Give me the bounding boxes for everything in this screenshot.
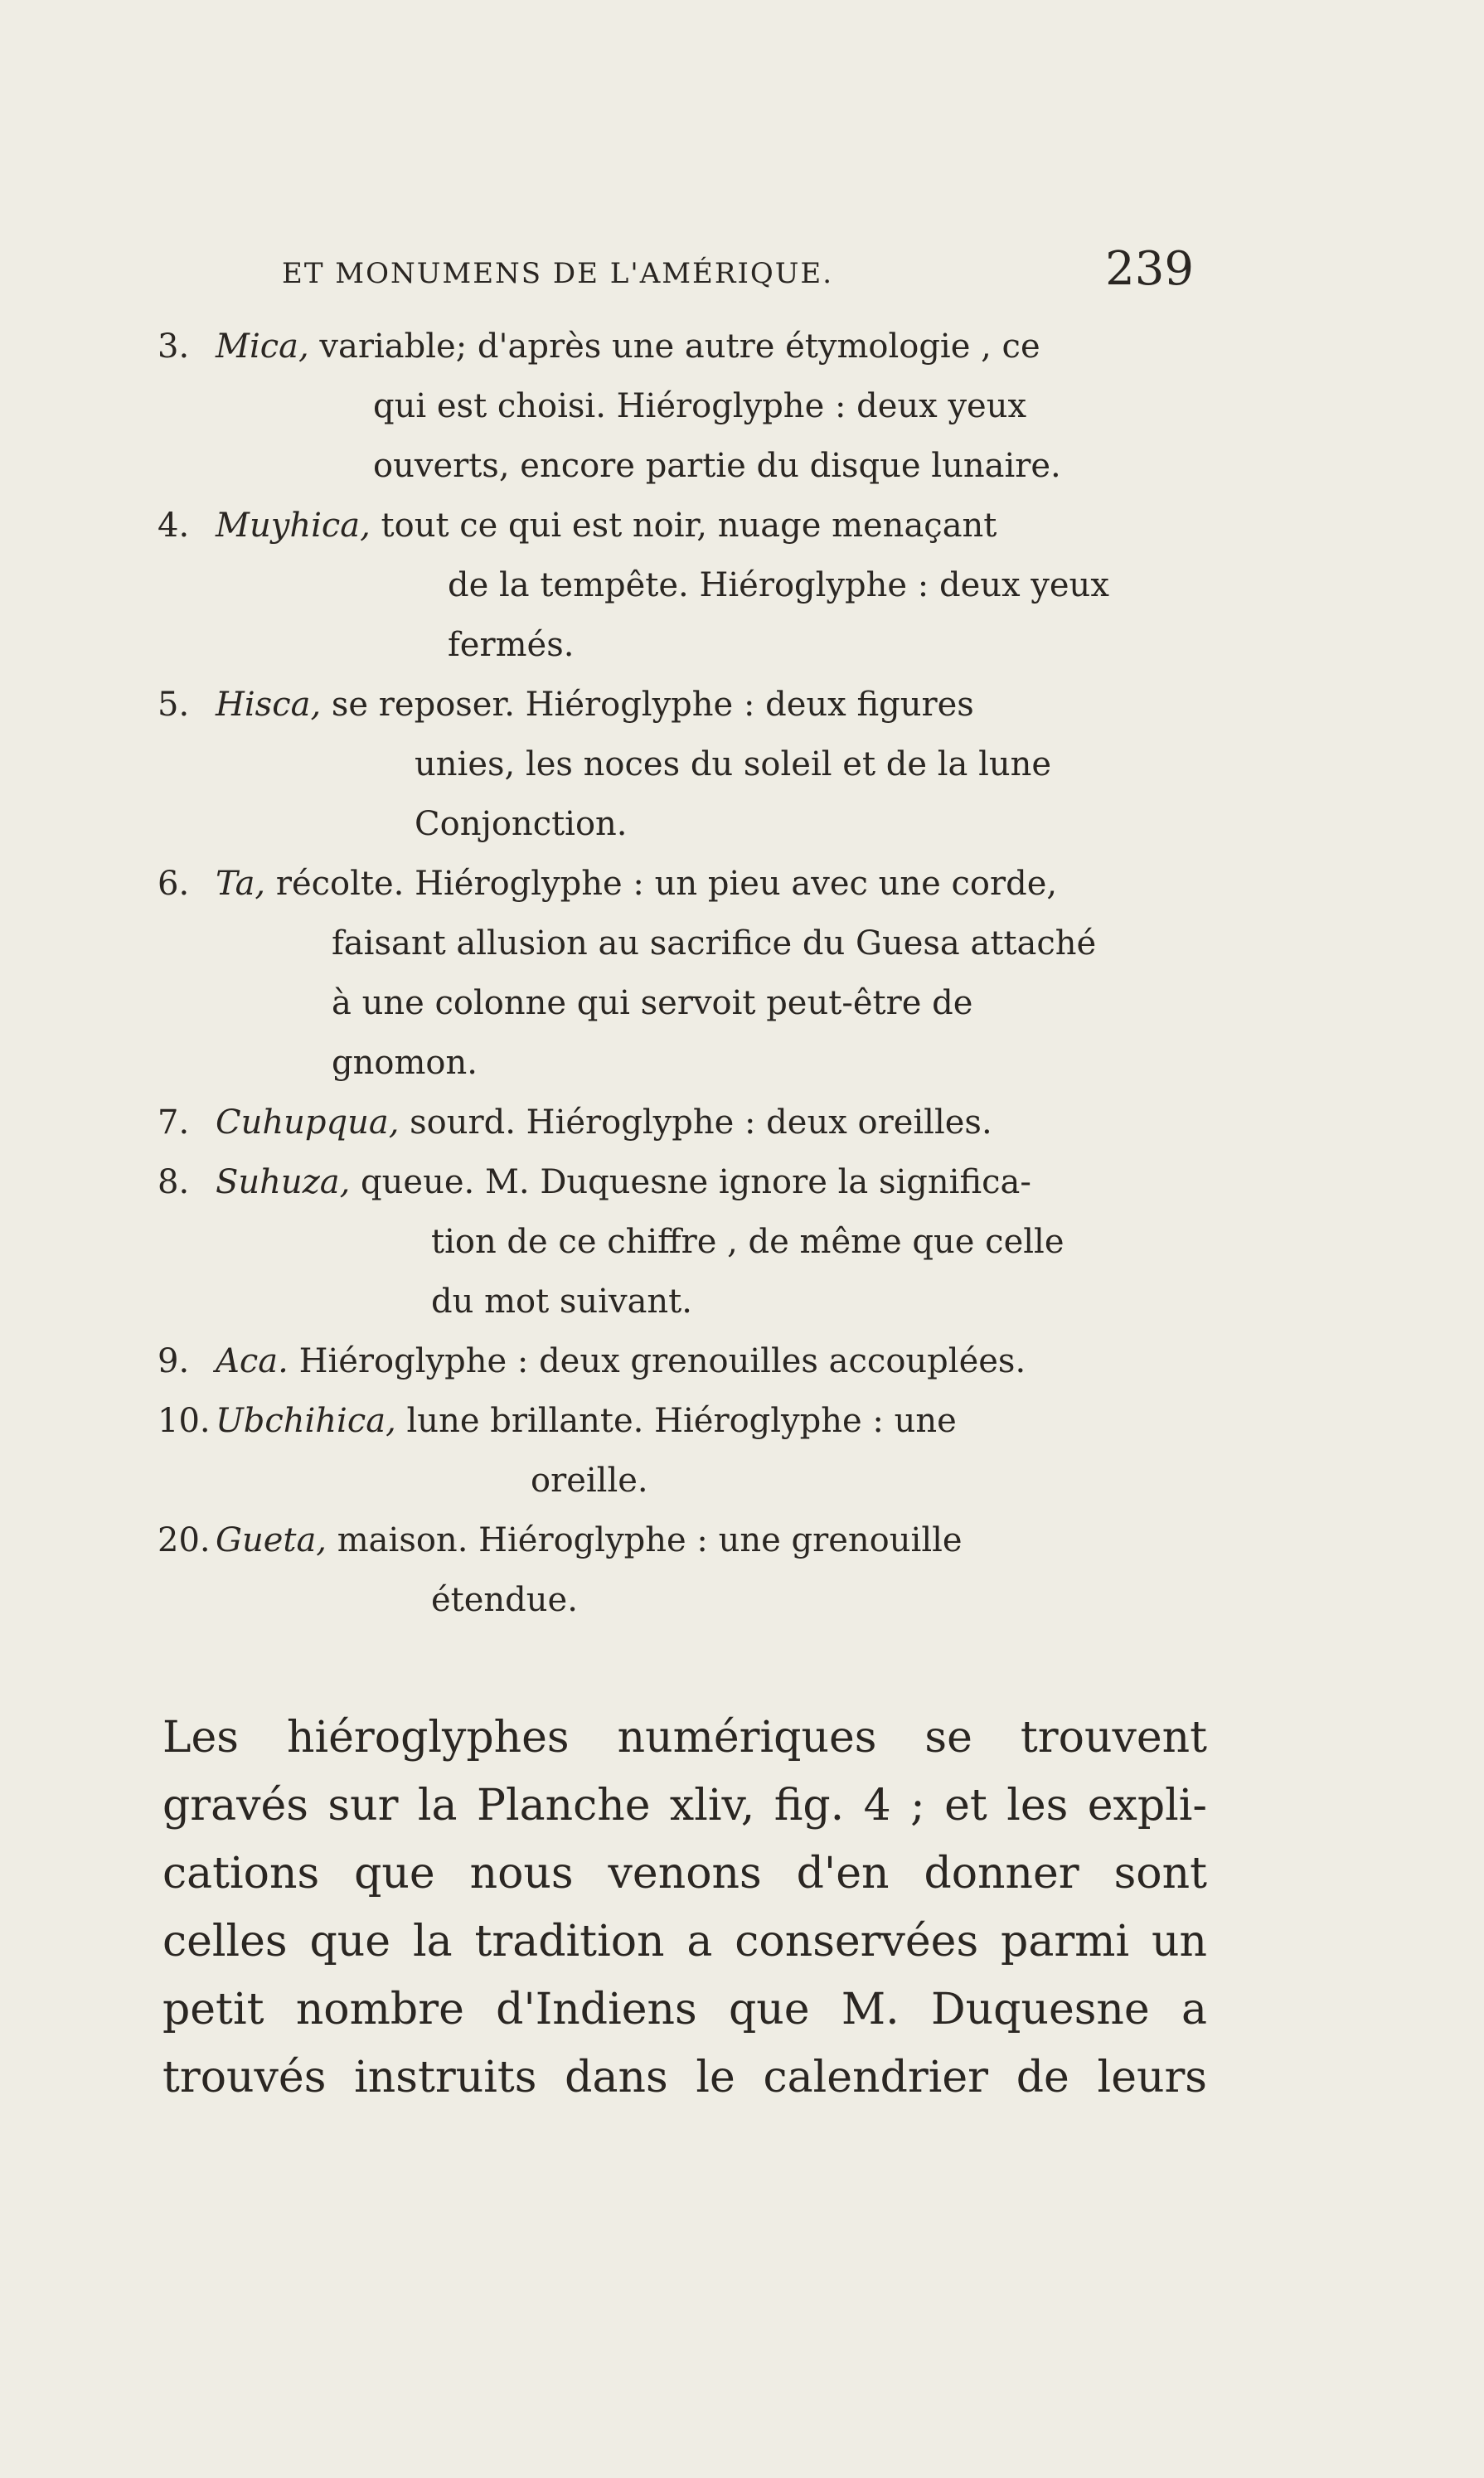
paragraph-line: gravés sur la Planche xliv, fig. 4 ; et les expli- — [162, 1781, 1207, 1831]
entry-line — [158, 1391, 1194, 1451]
entry-line: oreille. — [531, 1462, 648, 1500]
entry-text: queue. M. Duquesne ignore la significa- — [350, 1163, 1031, 1201]
list-item — [158, 1152, 1194, 1331]
entry-line — [158, 1093, 1194, 1152]
paragraph-line: petit nombre d'Indiens que M. Duquesne a — [162, 1985, 1207, 2034]
hieroglyph-number-list — [158, 317, 1194, 1630]
entry-line: à une colonne qui servoit peut-être de — [332, 984, 973, 1022]
entry-term: Gueta, — [216, 1521, 327, 1559]
list-item — [158, 1391, 1194, 1511]
list-item — [158, 1093, 1194, 1152]
entry-line: étendue. — [431, 1581, 578, 1619]
entry-term: Muyhica, — [216, 507, 371, 545]
entry-number: 9. — [158, 1342, 190, 1380]
list-item — [158, 496, 1194, 675]
body-paragraph — [162, 1704, 1207, 2112]
entry-text: récolte. Hiéroglyphe : un pieu avec une corde, — [265, 865, 1058, 903]
entry-line — [158, 1152, 1194, 1212]
page-header — [282, 242, 1194, 300]
entry-term: Ta, — [216, 865, 266, 903]
entry-number: 5. — [158, 686, 190, 724]
entry-line: gnomon. — [332, 1044, 478, 1082]
entry-number: 4. — [158, 507, 190, 545]
entry-line: du mot suivant. — [431, 1283, 692, 1321]
entry-term: Mica, — [216, 327, 309, 366]
entry-text: variable; d'après une autre étymologie , ce — [308, 327, 1040, 366]
list-item — [158, 675, 1194, 854]
entry-line: de la tempête. Hiéroglyphe : deux yeux — [448, 566, 1109, 604]
entry-line: unies, les noces du soleil et de la lune — [415, 745, 1052, 783]
entry-line — [158, 317, 1194, 376]
list-item — [158, 317, 1194, 496]
entry-line: ouverts, encore partie du disque lunaire. — [373, 447, 1061, 485]
entry-term: Aca. — [216, 1342, 289, 1380]
entry-text: sourd. Hiéroglyphe : deux oreilles. — [399, 1103, 992, 1142]
entry-number: 3. — [158, 327, 190, 366]
entry-line: qui est choisi. Hiéroglyphe : deux yeux — [373, 387, 1027, 425]
list-item — [158, 1511, 1194, 1630]
entry-number: 20. — [158, 1521, 211, 1559]
running-head: ET MONUMENS DE L'AMÉRIQUE. — [282, 257, 834, 290]
entry-line: faisant allusion au sacrifice du Guesa attaché — [332, 924, 1097, 963]
page-number: 239 — [1105, 242, 1194, 296]
entry-number: 10. — [158, 1402, 211, 1440]
entry-line — [158, 496, 1194, 555]
entry-term: Ubchihica, — [216, 1402, 396, 1440]
entry-line: fermés. — [448, 626, 575, 664]
entry-text: maison. Hiéroglyphe : une grenouille — [327, 1521, 963, 1559]
entry-line: Conjonction. — [415, 805, 628, 843]
entry-term: Cuhupqua, — [216, 1103, 400, 1142]
list-item — [158, 854, 1194, 1093]
paragraph-line: Les hiéroglyphes numériques se trouvent — [162, 1713, 1207, 1763]
paragraph-line: celles que la tradition a conservées parmi un — [162, 1917, 1207, 1966]
entry-text: tout ce qui est noir, nuage menaçant — [370, 507, 997, 545]
entry-number: 6. — [158, 865, 190, 903]
entry-text: se reposer. Hiéroglyphe : deux figures — [321, 686, 974, 724]
list-item — [158, 1331, 1194, 1391]
paragraph-line: cations que nous venons d'en donner sont — [162, 1849, 1207, 1899]
entry-text: lune brillante. Hiéroglyphe : une — [395, 1402, 957, 1440]
entry-line — [158, 1511, 1194, 1570]
entry-number: 7. — [158, 1103, 190, 1142]
entry-line — [158, 1331, 1194, 1391]
entry-number: 8. — [158, 1163, 190, 1201]
entry-line: tion de ce chiffre , de même que celle — [431, 1223, 1065, 1261]
entry-line — [158, 675, 1194, 735]
entry-term: Suhuza, — [216, 1163, 351, 1201]
paragraph-line: trouvés instruits dans le calendrier de leurs — [162, 2053, 1207, 2102]
entry-line — [158, 854, 1194, 914]
entry-term: Hisca, — [216, 686, 322, 724]
entry-text: Hiéroglyphe : deux grenouilles accouplées. — [288, 1342, 1026, 1380]
